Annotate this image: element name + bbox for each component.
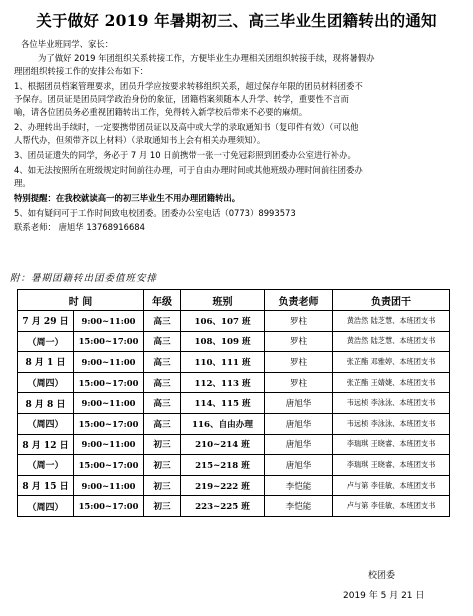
table-cell-date: （周四） bbox=[18, 496, 74, 517]
table-cell-class: 210~214 班 bbox=[181, 434, 265, 455]
table-row bbox=[18, 352, 450, 373]
table-cell-grade: 初三 bbox=[144, 434, 181, 455]
item-4-line-2: 理。 bbox=[14, 178, 31, 188]
header-time: 时 间 bbox=[18, 290, 144, 311]
table-header-row bbox=[18, 290, 450, 311]
table-cell-date: （周一） bbox=[18, 331, 74, 352]
table-cell-class: 219~222 班 bbox=[181, 475, 265, 496]
header-cadre: 负责团干 bbox=[333, 290, 450, 311]
signature-date: 2019 年 5 月 21 日 bbox=[343, 591, 425, 601]
item-5: 5、如有疑问可于工作时间致电校团委。团委办公室电话（0773）8993573 bbox=[14, 208, 296, 218]
table-cell-time: 15:00~17:00 bbox=[74, 455, 144, 476]
table-row bbox=[18, 372, 450, 393]
table-cell-time: 15:00~17:00 bbox=[74, 413, 144, 434]
contact-teacher: 联系老师： 唐旭华 13768916684 bbox=[14, 222, 145, 232]
item-3: 3、团员证遗失的同学，务必于 7 月 10 日前携带一张一寸免冠彩照到团委办公室进行补办。 bbox=[14, 150, 356, 160]
table-cell-grade: 初三 bbox=[144, 496, 181, 517]
table-row bbox=[18, 434, 450, 455]
table-cell-cadre: 韦远桢 李泳泳、本班团支书 bbox=[333, 393, 450, 414]
table-cell-date: 8 月 15 日 bbox=[18, 475, 74, 496]
schedule-note: 附：暑期团籍转出团委值班安排 bbox=[10, 273, 158, 284]
table-cell-grade: 高三 bbox=[144, 331, 181, 352]
table-cell-grade: 高三 bbox=[144, 413, 181, 434]
table-cell-teacher: 李恺能 bbox=[265, 475, 333, 496]
table-row bbox=[18, 455, 450, 476]
table-cell-class: 223~225 班 bbox=[181, 496, 265, 517]
table-cell-time: 9:00~11:00 bbox=[74, 352, 144, 373]
table-cell-teacher: 罗柱 bbox=[265, 372, 333, 393]
table-cell-teacher: 唐旭华 bbox=[265, 455, 333, 476]
table-cell-class: 114、115 班 bbox=[181, 393, 265, 414]
table-cell-teacher: 罗柱 bbox=[265, 352, 333, 373]
table-cell-date: （周四） bbox=[18, 372, 74, 393]
intro-line-2: 理团组织转接工作的安排公布如下： bbox=[14, 66, 148, 76]
table-cell-class: 116、自由办理 bbox=[181, 413, 265, 434]
page-title: 关于做好 2019 年暑期初三、高三毕业生团籍转出的通知 bbox=[36, 11, 437, 30]
table-row bbox=[18, 311, 450, 332]
signature-org: 校团委 bbox=[368, 571, 396, 581]
item-4-line-1: 4、如无法按照所在班级规定时间前往办理，可于自由办理时间或其他班级办理时间前往团委办 bbox=[14, 165, 363, 175]
table-cell-class: 215~218 班 bbox=[181, 455, 265, 476]
header-teacher: 负责老师 bbox=[265, 290, 333, 311]
table-cell-teacher: 唐旭华 bbox=[265, 434, 333, 455]
table-row bbox=[18, 393, 450, 414]
table-row bbox=[18, 475, 450, 496]
table-cell-date: 7 月 29 日 bbox=[18, 311, 74, 332]
table-cell-cadre: 韦远桢 李泳泳、本班团支书 bbox=[333, 413, 450, 434]
table-cell-time: 9:00~11:00 bbox=[74, 311, 144, 332]
item-2-line-2: 人帮代办，但须带齐以上材料）（录取通知书上会有相关办理须知）。 bbox=[14, 135, 266, 145]
table-cell-time: 15:00~17:00 bbox=[74, 496, 144, 517]
item-1-line-1: 1、根据团员档案管理要求，团员升学应按要求转移组织关系，超过保存年限的团员材料团委不 bbox=[14, 81, 363, 91]
header-grade: 年级 bbox=[144, 290, 181, 311]
table-cell-class: 106、107 班 bbox=[181, 311, 265, 332]
table-cell-time: 9:00~11:00 bbox=[74, 434, 144, 455]
table-cell-time: 15:00~17:00 bbox=[74, 331, 144, 352]
table-row bbox=[18, 413, 450, 434]
table-row bbox=[18, 496, 450, 517]
table-cell-class: 110、111 班 bbox=[181, 352, 265, 373]
table-cell-cadre: 黄浩然 陆芝慧、本班团支书 bbox=[333, 311, 450, 332]
table-cell-teacher: 唐旭华 bbox=[265, 413, 333, 434]
table-cell-time: 9:00~11:00 bbox=[74, 475, 144, 496]
table-cell-teacher: 李恺能 bbox=[265, 496, 333, 517]
table-cell-date: 8 月 8 日 bbox=[18, 393, 74, 414]
table-cell-grade: 初三 bbox=[144, 475, 181, 496]
table-cell-date: （周四） bbox=[18, 413, 74, 434]
table-cell-cadre: 黄浩然 陆芝慧、本班团支书 bbox=[333, 331, 450, 352]
table-cell-teacher: 唐旭华 bbox=[265, 393, 333, 414]
table-cell-date: 8 月 1 日 bbox=[18, 352, 74, 373]
table-cell-time: 9:00~11:00 bbox=[74, 393, 144, 414]
table-cell-cadre: 李瑞琪 王晓睿、本班团支书 bbox=[333, 434, 450, 455]
item-1-line-3: 喻，请各位团员务必重视团籍转出工作，免得转入新学校后带来不必要的麻烦。 bbox=[14, 107, 308, 117]
table-cell-grade: 高三 bbox=[144, 372, 181, 393]
item-1-line-2: 予保存。团员证是团员同学政治身份的象征，团籍档案须随本人升学、转学，重要性不言而 bbox=[14, 94, 349, 104]
table-cell-cadre: 卢与第 李佳敏、本班团支书 bbox=[333, 475, 450, 496]
schedule-table bbox=[17, 289, 450, 517]
table-cell-teacher: 罗柱 bbox=[265, 311, 333, 332]
table-cell-grade: 高三 bbox=[144, 352, 181, 373]
table-cell-grade: 高三 bbox=[144, 393, 181, 414]
item-2-line-1: 2、办理转出手续时，一定要携带团员证以及高中或大学的录取通知书（复印件有效）（可以他 bbox=[14, 122, 359, 132]
table-cell-class: 112、113 班 bbox=[181, 372, 265, 393]
table-cell-date: 8 月 12 日 bbox=[18, 434, 74, 455]
table-cell-date: （周一） bbox=[18, 455, 74, 476]
table-cell-cadre: 张芷酯 邓雅婷、本班团支书 bbox=[333, 352, 450, 373]
table-cell-teacher: 罗柱 bbox=[265, 331, 333, 352]
intro-line-1: 为了做好 2019 年团组织关系转接工作，方便毕业生办理相关团组织转接手续，现将暑假办 bbox=[38, 53, 375, 63]
table-row bbox=[18, 331, 450, 352]
greeting: 各位毕业班同学、家长： bbox=[21, 39, 114, 49]
table-cell-grade: 初三 bbox=[144, 455, 181, 476]
table-cell-cadre: 张芷酯 王婧婕、本班团支书 bbox=[333, 372, 450, 393]
table-cell-grade: 高三 bbox=[144, 311, 181, 332]
header-class: 班别 bbox=[181, 290, 265, 311]
table-cell-cadre: 卢与第 李佳敏、本班团支书 bbox=[333, 496, 450, 517]
table-cell-cadre: 李瑞琪 王晓睿、本班团支书 bbox=[333, 455, 450, 476]
special-reminder: 特别提醒：在我校就读高一的初三毕业生不用办理团籍转出。 bbox=[14, 193, 241, 203]
table-cell-class: 108、109 班 bbox=[181, 331, 265, 352]
table-cell-time: 15:00~17:00 bbox=[74, 372, 144, 393]
